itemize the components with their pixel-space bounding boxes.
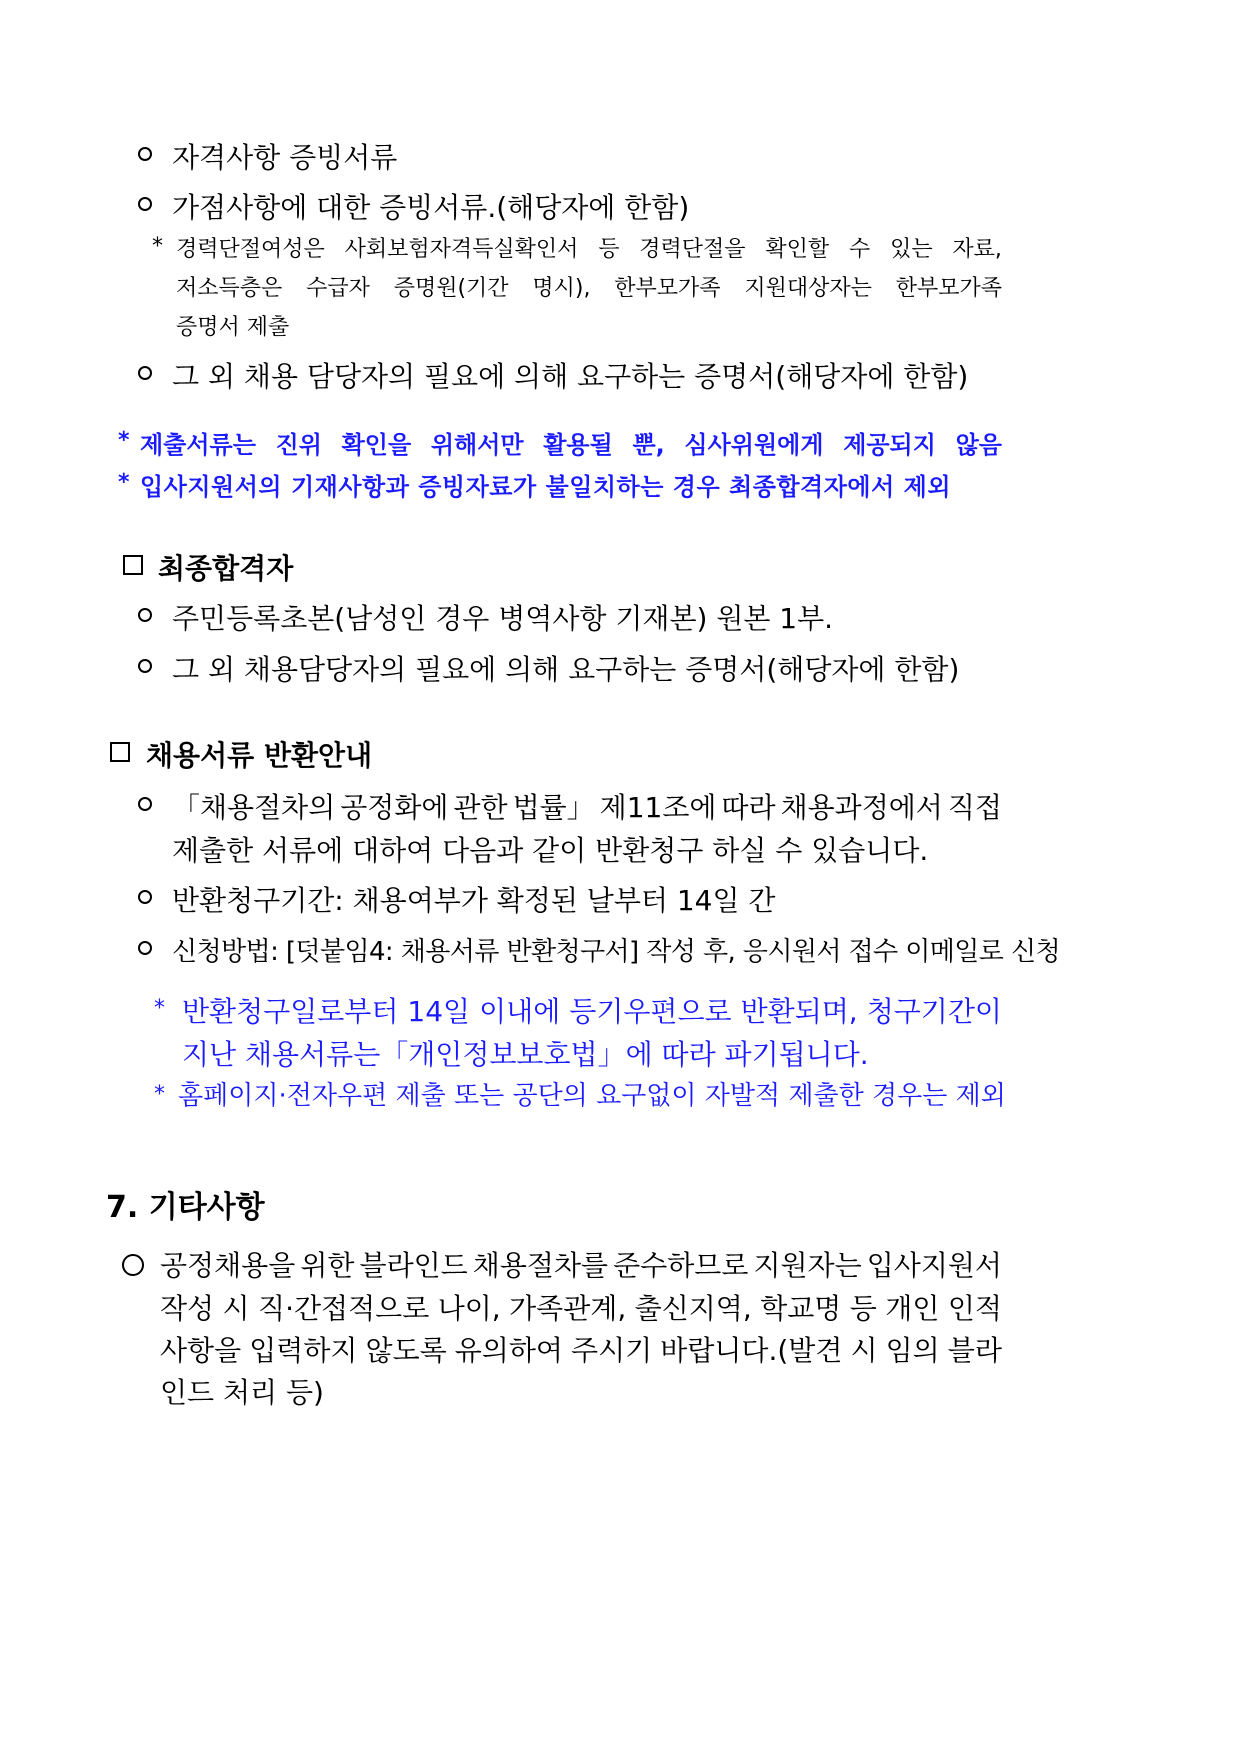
s7-word: 출신지역,: [634, 1292, 752, 1325]
return-word: 「채용절차의: [172, 791, 336, 824]
note-word: 등: [598, 237, 620, 262]
doc-item-qualification: 자격사항 증빙서류: [172, 141, 398, 174]
return-note-2: 홈페이지·전자우편 제출 또는 공단의 요구없이 자발적 제출한 경우는 제외: [178, 1081, 1006, 1111]
note-word: 경력단절을: [639, 237, 746, 262]
bullet-circle-icon: [138, 147, 152, 161]
section7-line-1: [160, 1244, 1002, 1284]
blue-note-line-1: [140, 425, 1002, 460]
s7-word: 학교명: [760, 1292, 842, 1325]
blue-word: 활용될: [543, 431, 613, 459]
s7-word: 준수하므로: [613, 1249, 749, 1282]
s7-word: 입사지원서: [866, 1249, 1002, 1282]
s7-word: 임의: [885, 1334, 940, 1367]
section7-line-2: [160, 1287, 1002, 1327]
return-item-1-line-2: 제출한 서류에 대하여 다음과 같이 반환청구 하실 수 있습니다.: [172, 834, 929, 867]
return-word: 따라: [721, 791, 776, 824]
return-word: 관한: [453, 791, 508, 824]
doc-item-bonus: 가점사항에 대한 증빙서류.(해당자에 한함): [172, 191, 690, 224]
return-note-word: 반환되며,: [740, 995, 858, 1028]
s7-word: 작성: [160, 1292, 215, 1325]
note-word: 자료,: [952, 237, 1002, 262]
s7-word: 직·간접적으로: [258, 1292, 430, 1325]
blue-word: 진위: [275, 431, 322, 459]
doc-item-other: 그 외 채용 담당자의 필요에 의해 요구하는 증명서(해당자에 한함): [172, 360, 969, 393]
blue-note-star: *: [118, 470, 130, 495]
section7-line-4: 인드 처리 등): [160, 1376, 324, 1409]
note-word: 한부모가족: [895, 276, 1002, 301]
blue-note-star: *: [154, 996, 165, 1021]
bullet-circle-icon: [138, 366, 152, 380]
s7-word: 가족관계,: [509, 1292, 627, 1325]
return-note-word: 이내에: [479, 995, 561, 1028]
s7-word: 시: [850, 1334, 878, 1367]
bullet-circle-icon: [138, 659, 152, 673]
note-word: 있는: [890, 237, 933, 262]
s7-word: 등: [849, 1292, 877, 1325]
s7-word: 공정채용을: [160, 1249, 296, 1282]
return-item-1-line-1: [172, 786, 1002, 826]
return-note-word: 청구기간이: [866, 995, 1002, 1028]
s7-word: 인적: [947, 1292, 1002, 1325]
bullet-circle-icon: [138, 941, 152, 955]
s7-word: 바랍니다.(발견: [660, 1334, 843, 1367]
return-word: 직접: [947, 791, 1002, 824]
s7-word: 주시기: [571, 1334, 653, 1367]
return-word: 법률」: [512, 791, 595, 824]
s7-word: 위한: [300, 1249, 355, 1282]
bullet-circle-icon: [138, 797, 152, 811]
note-word: 증명원(기간: [393, 276, 509, 301]
s7-word: 유의하여: [454, 1334, 563, 1367]
note-word: 사회보험자격득실확인서: [344, 237, 579, 262]
final-item-1: 주민등록초본(남성인 경우 병역사항 기재본) 원본 1부.: [172, 602, 834, 635]
s7-word: 사항을: [160, 1334, 242, 1367]
bullet-circle-icon: [122, 1254, 144, 1276]
note-word: 명시),: [532, 276, 591, 301]
blue-word: 위해서만: [430, 431, 524, 459]
blue-word: 뿐,: [632, 431, 665, 459]
final-item-2: 그 외 채용담당자의 필요에 의해 요구하는 증명서(해당자에 한함): [172, 653, 960, 686]
return-word: 채용과정에서: [780, 791, 943, 824]
s7-word: 블라인드: [359, 1249, 468, 1282]
note-word: 경력단절여성은: [176, 237, 325, 262]
section7-line-3: [160, 1329, 1002, 1369]
note-word: 수: [848, 237, 871, 262]
section-square-icon: [110, 742, 130, 762]
blue-note-line-2: 입사지원서의 기재사항과 증빙자료가 불일치하는 경우 최종합격자에서 제외: [140, 473, 952, 501]
note-word: 지원대상자는: [744, 276, 872, 301]
blue-note-star: *: [118, 428, 130, 453]
s7-word: 개인: [885, 1292, 940, 1325]
s7-word: 지원자는: [753, 1249, 862, 1282]
note-word: 수급자: [306, 276, 370, 301]
s7-word: 채용절차를: [472, 1249, 609, 1282]
s7-word: 입력하지: [249, 1334, 358, 1367]
bullet-circle-icon: [138, 197, 152, 211]
note-word: 한부모가족: [614, 276, 721, 301]
return-note-1-line-1: [182, 990, 1002, 1030]
return-item-3: 신청방법: [덧붙임4: 채용서류 반환청구서] 작성 후, 응시원서 접수 이메일로 신청: [172, 937, 1060, 967]
note-line-3: 증명서 제출: [176, 315, 290, 340]
return-heading: 채용서류 반환안내: [146, 739, 373, 772]
s7-word: 시: [222, 1292, 250, 1325]
s7-word: 블라: [947, 1334, 1002, 1367]
note-line-1: [176, 232, 1002, 263]
return-note-1-line-2: 지난 채용서류는「개인정보보호법」에 따라 파기됩니다.: [182, 1038, 869, 1071]
blue-word: 않음: [955, 431, 1002, 459]
note-line-2: [176, 271, 1002, 302]
final-heading: 최종합격자: [158, 552, 294, 585]
return-note-word: 등기우편으로: [569, 995, 732, 1028]
blue-word: 제공되지: [843, 431, 936, 459]
blue-word: 확인을: [341, 431, 412, 459]
note-word: 저소득층은: [176, 276, 283, 301]
blue-word: 심사위원에게: [684, 431, 824, 459]
s7-word: 나이,: [437, 1292, 501, 1325]
s7-word: 않도록: [365, 1334, 447, 1367]
section-square-icon: [123, 555, 143, 575]
bullet-circle-icon: [138, 608, 152, 622]
return-note-word: 14일: [407, 995, 471, 1028]
return-word: 공정화에: [340, 791, 449, 824]
section7-heading: 7. 기타사항: [106, 1190, 265, 1225]
blue-word: 제출서류는: [140, 431, 256, 459]
blue-note-star: *: [154, 1082, 165, 1107]
return-item-2: 반환청구기간: 채용여부가 확정된 날부터 14일 간: [172, 884, 776, 917]
note-star: *: [152, 234, 163, 259]
return-note-word: 반환청구일로부터: [182, 995, 399, 1028]
note-word: 확인할: [765, 237, 830, 262]
return-word: 제11조에: [599, 791, 717, 824]
bullet-circle-icon: [138, 890, 152, 904]
